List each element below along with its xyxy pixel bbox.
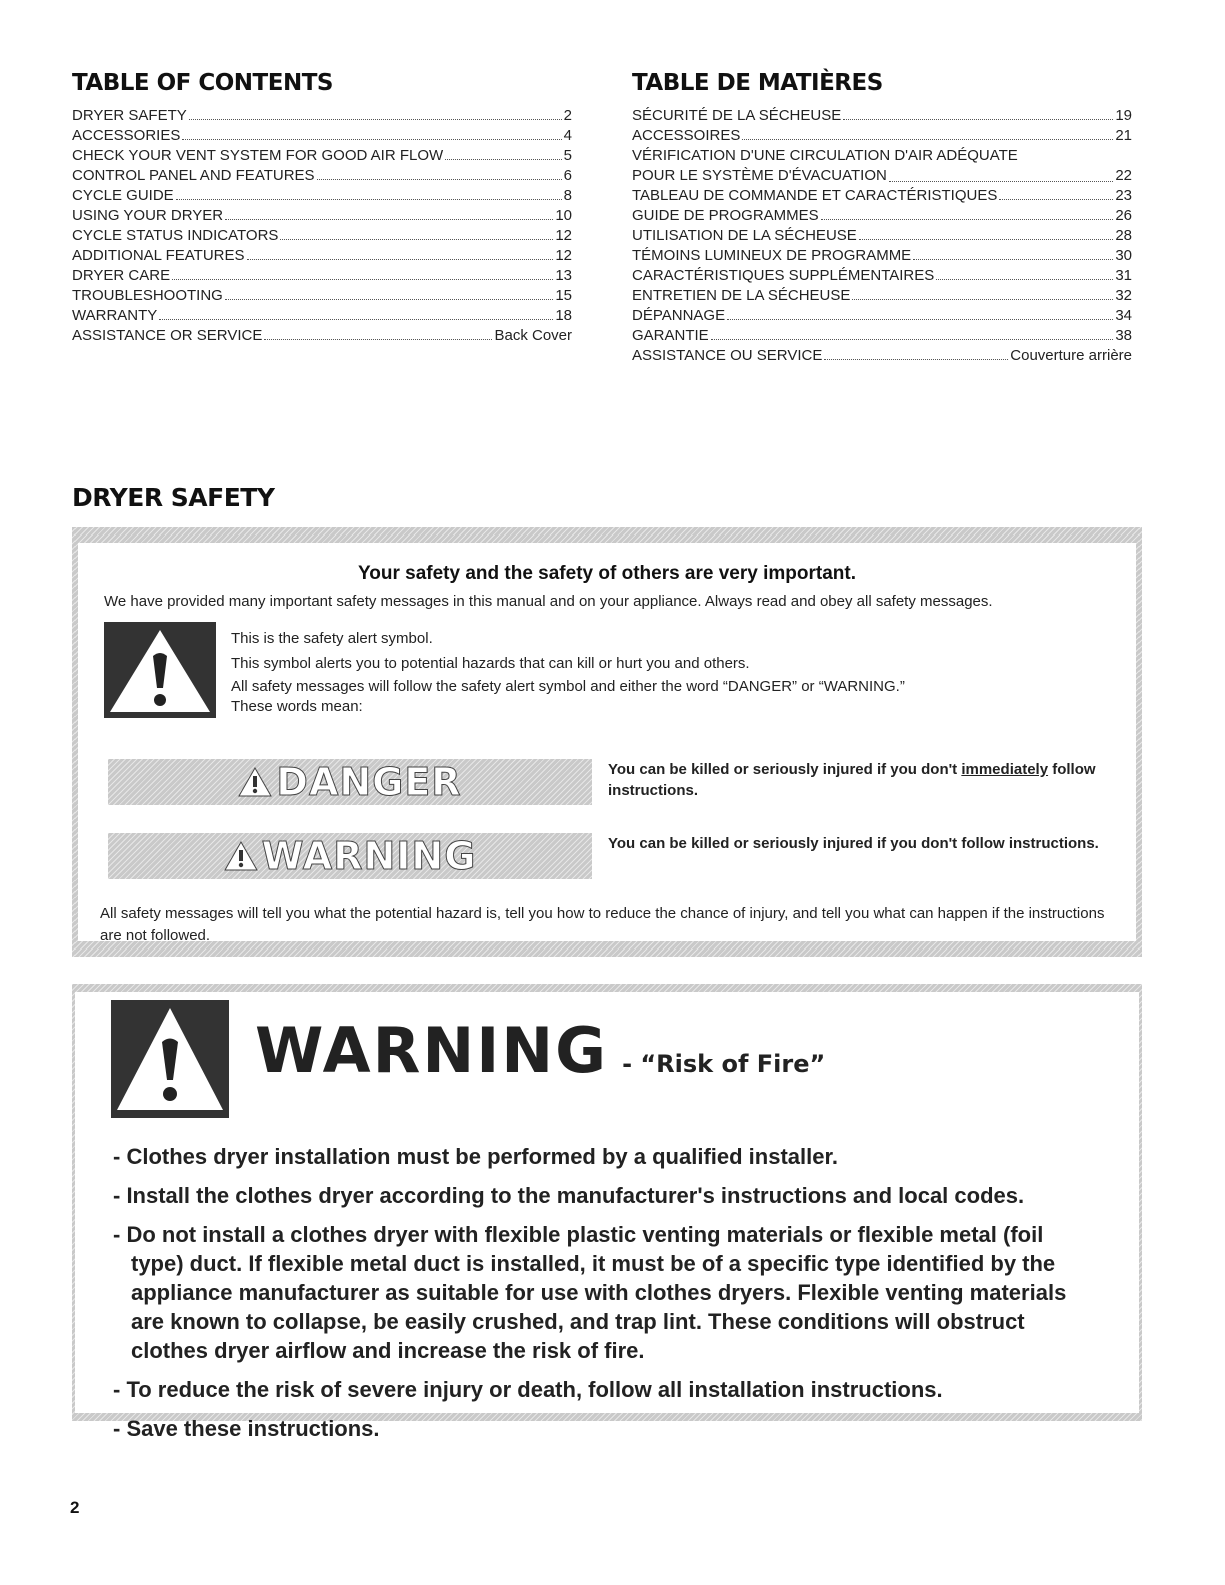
toc-leader [913,259,1113,260]
alert-line: This symbol alerts you to potential hazards that can kill or hurt you and others. [231,655,750,672]
toc-french [632,70,1132,366]
danger-desc-part: follow instructions. [608,761,1096,799]
toc-entry[interactable] [632,286,1132,306]
toc-entry-title: CARACTÉRISTIQUES SUPPLÉMENTAIRES [632,267,935,284]
toc-entry-page: 32 [1115,287,1132,304]
toc-entry-title-line1: VÉRIFICATION D'UNE CIRCULATION D'AIR ADÉQUATE [632,147,1018,164]
toc-entry-page: 30 [1115,247,1132,264]
fire-warning-item: - To reduce the risk of severe injury or death, follow all installation instructions. [113,1377,943,1402]
safety-closing: All safety messages will tell you what the potential hazard is, tell you how to reduce the chance of injury, and tell you what can happen if the instructions are not followed. [100,905,1105,944]
danger-signal-bar [108,759,592,805]
toc-entry[interactable] [72,286,572,306]
toc-entry-page: 34 [1115,307,1132,324]
toc-entry-page: 12 [555,247,572,264]
toc-leader [742,139,1113,140]
toc-entry-title: TABLEAU DE COMMANDE ET CARACTÉRISTIQUES [632,187,998,204]
safety-heading: Your safety and the safety of others are very important. [357,563,856,584]
toc-english [72,70,572,346]
toc-entry[interactable] [72,186,572,206]
fire-warning-item: - Do not install a clothes dryer with flexible plastic venting materials or flexible metal (foil type) duct. If flexible metal duct is installed, it must be of a specific type identified by the appliance manufacturer as suitable for use with clothes dryers. Flexible venting materials are known to collapse, be easily crushed, and trap lint. These conditions will obstruct clothes dryer airflow and increase the risk of fire. [113,1222,1067,1363]
danger-desc-emphasis: immediately [961,761,1049,778]
toc-entry-title: CONTROL PANEL AND FEATURES [72,167,315,184]
danger-description [608,759,1168,801]
toc-entry-page: 19 [1115,107,1132,124]
toc-entry[interactable] [632,146,1132,186]
toc-entry-page: Back Cover [494,327,572,344]
toc-leader [821,219,1114,220]
fire-warning-word: WARNING [255,1014,609,1087]
toc-entry-page: 5 [563,147,572,164]
fire-warning-item: - Save these instructions. [113,1416,380,1441]
toc-entry[interactable] [632,346,1132,366]
toc-leader [859,239,1114,240]
toc-entry-title: ENTRETIEN DE LA SÉCHEUSE [632,287,851,304]
danger-label: DANGER [276,760,462,804]
toc-entry[interactable] [632,326,1132,346]
toc-entry[interactable] [632,226,1132,246]
toc-leader [445,159,561,160]
toc-leader [317,179,562,180]
toc-entry[interactable] [632,246,1132,266]
toc-leader [176,199,562,200]
toc-entry-title: TROUBLESHOOTING [72,287,223,304]
toc-entry[interactable] [72,206,572,226]
safety-alert-icon [104,622,216,718]
toc-entry-title: WARRANTY [72,307,158,324]
alert-line: These words mean: [231,698,363,715]
toc-entry[interactable] [72,226,572,246]
toc-entry-title: CYCLE GUIDE [72,187,174,204]
safety-box-inner [78,543,1136,944]
toc-entry-page: 2 [563,107,572,124]
toc-entry-title: ASSISTANCE OR SERVICE [72,327,263,344]
toc-leader [182,139,561,140]
toc-entry-title: GARANTIE [632,327,709,344]
fire-warning-title [255,1014,825,1087]
toc-entry-title: DRYER SAFETY [72,107,187,124]
toc-entry-page: Couverture arrière [1010,347,1132,364]
toc-entry[interactable] [632,266,1132,286]
alert-line: All safety messages will follow the safety alert symbol and either the word “DANGER” or “WARNING.” [231,678,905,695]
toc-leader [264,339,492,340]
toc-leader [824,359,1008,360]
fire-warning-subtitle: - “Risk of Fire” [622,1050,826,1078]
toc-entry[interactable] [72,146,572,166]
toc-english-heading: TABLE OF CONTENTS [72,70,333,96]
toc-entry[interactable] [72,306,572,326]
toc-entry-page: 28 [1115,227,1132,244]
toc-entry-page: 10 [555,207,572,224]
fire-warning-item: - Install the clothes dryer according to the manufacturer's instructions and local codes. [113,1183,1025,1208]
toc-entry-page: 8 [563,187,572,204]
toc-entry-page: 4 [563,127,572,144]
toc-entry[interactable] [632,126,1132,146]
toc-entry[interactable] [632,106,1132,126]
toc-entry-title: GUIDE DE PROGRAMMES [632,207,819,224]
toc-leader [159,319,553,320]
toc-entry-page: 13 [555,267,572,284]
toc-entry[interactable] [72,166,572,186]
toc-entry-page: 38 [1115,327,1132,344]
toc-leader [189,119,562,120]
toc-entry[interactable] [632,206,1132,226]
toc-entry-page: 18 [555,307,572,324]
toc-entry-title: DÉPANNAGE [632,307,726,324]
warning-description: You can be killed or seriously injured if you don't follow instructions. [608,835,1099,852]
toc-entry-title: ACCESSORIES [72,127,181,144]
toc-entry-title: ASSISTANCE OU SERVICE [632,347,823,364]
toc-entry-page: 6 [563,167,572,184]
toc-entry-title: TÉMOINS LUMINEUX DE PROGRAMME [632,247,912,264]
toc-leader [711,339,1114,340]
alert-line: This is the safety alert symbol. [231,630,433,647]
toc-leader [843,119,1113,120]
alert-triangle-icon [224,841,258,871]
warning-signal-word [224,834,477,878]
toc-entry-title: ACCESSOIRES [632,127,741,144]
toc-english-list [72,106,572,346]
fire-warning-list [113,1142,1099,1453]
alert-triangle-icon [238,767,272,797]
toc-entry[interactable] [632,186,1132,206]
toc-entry[interactable] [72,326,572,346]
toc-entry-title: USING YOUR DRYER [72,207,224,224]
toc-entry-title: UTILISATION DE LA SÉCHEUSE [632,227,857,244]
toc-french-list [632,106,1132,366]
toc-entry-page: 26 [1115,207,1132,224]
toc-entry-page: 12 [555,227,572,244]
toc-leader [889,166,1113,182]
toc-leader [999,199,1113,200]
toc-entry-line2 [632,166,1132,186]
alert-text [231,626,905,716]
toc-entry-page: 31 [1115,267,1132,284]
danger-desc-part: You can be killed or seriously injured if you don't [608,761,962,778]
page-number: 2 [70,1498,80,1517]
toc-entry[interactable] [72,246,572,266]
toc-entry-title: POUR LE SYSTÈME D'ÉVACUATION [632,167,887,184]
toc-leader [172,279,553,280]
toc-leader [225,219,553,220]
alert-row [78,622,1136,726]
toc-entry-title: ADDITIONAL FEATURES [72,247,245,264]
toc-entry-title: DRYER CARE [72,267,171,284]
toc-leader [247,259,554,260]
toc-entry-page: 23 [1115,187,1132,204]
safety-alert-icon [111,1000,229,1118]
fire-warning-inner [75,992,1139,1441]
toc-entry[interactable] [72,106,572,126]
toc-entry-page: 15 [555,287,572,304]
toc-entry-title: SÉCURITÉ DE LA SÉCHEUSE [632,107,842,124]
toc-leader [852,299,1113,300]
toc-entry-title: CHECK YOUR VENT SYSTEM FOR GOOD AIR FLOW [72,147,444,164]
safety-box [72,527,1142,957]
fire-warning-box [72,984,1142,1441]
section-title: DRYER SAFETY [72,483,275,512]
toc-french-heading: TABLE DE MATIÈRES [632,70,883,96]
toc-entry[interactable] [632,306,1132,326]
danger-signal-word [238,760,461,804]
toc-entry-title: CYCLE STATUS INDICATORS [72,227,279,244]
fire-warning-item: - Clothes dryer installation must be performed by a qualified installer. [113,1144,838,1169]
warning-signal-bar [108,833,592,879]
warning-label: WARNING [261,834,477,878]
toc-entry[interactable] [72,266,572,286]
toc-leader [936,279,1113,280]
safety-intro: We have provided many important safety messages in this manual and on your appliance. Always read and obey all safety messages. [104,593,993,610]
toc-entry[interactable] [72,126,572,146]
toc-entry-page: 21 [1115,127,1132,144]
toc-entry-page: 22 [1115,167,1132,184]
toc-leader [280,239,553,240]
toc-leader [727,319,1113,320]
toc-leader [225,299,553,300]
